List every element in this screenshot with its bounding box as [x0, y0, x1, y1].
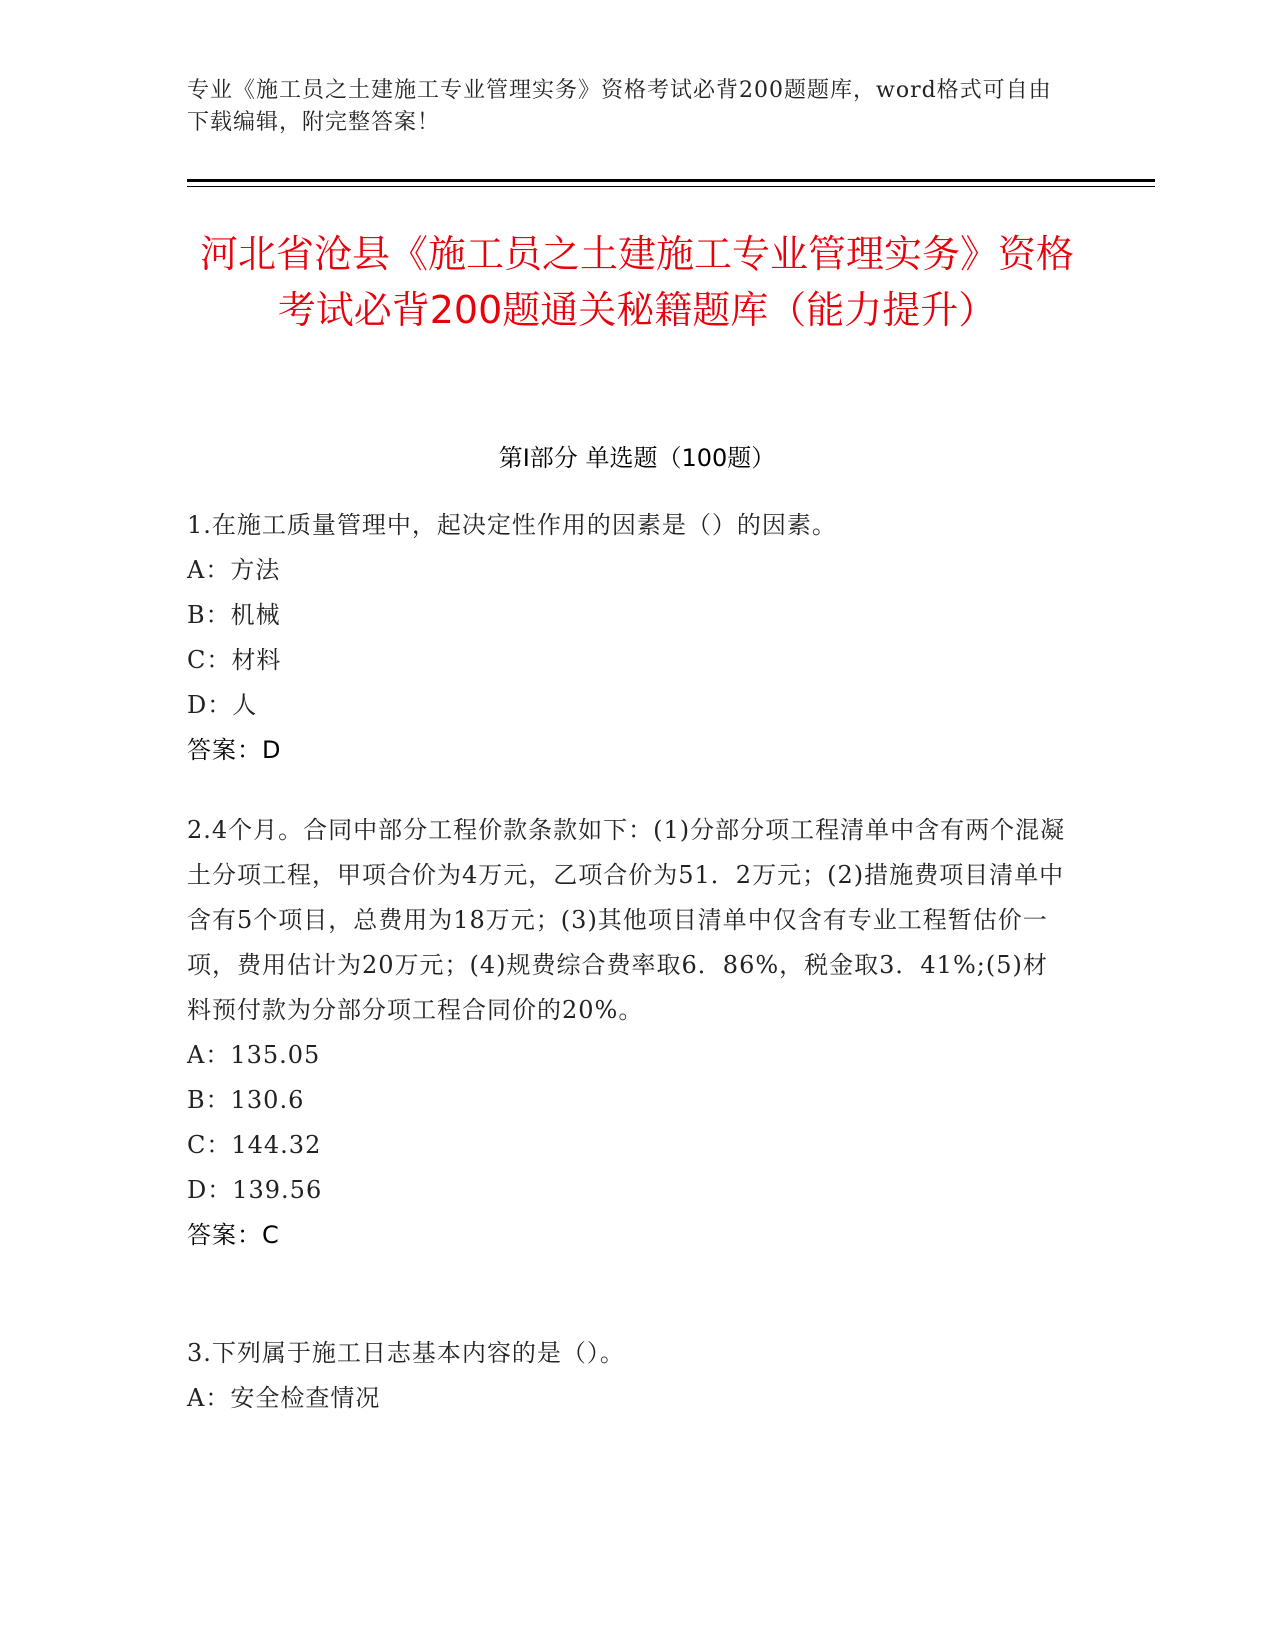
- option-d: D：139.56: [187, 1176, 323, 1204]
- option-a: A：安全检查情况: [187, 1384, 381, 1412]
- question-stem: 2.4个月。合同中部分工程价款条款如下：(1)分部分项工程清单中含有两个混凝土分项工程，甲项合价为4万元，乙项合价为51．2万元；(2)措施费项目清单中含有5个项目，总费用为18万元；(3)其他项目清单中仅含有专业工程暂估价一项，费用估计为20万元；(4)规费综合费率取6．86%，税金取3．41%;(5)材料预付款为分部分项工程合同价的20%。: [187, 816, 1066, 1024]
- question-2: [187, 808, 1067, 1258]
- option-b: B：130.6: [187, 1086, 305, 1114]
- header-note: 专业《施工员之土建施工专业管理实务》资格考试必背200题题库，word格式可自由下载编辑，附完整答案！: [187, 78, 1052, 135]
- option-c: C：材料: [187, 646, 282, 674]
- question-stem: 1.在施工质量管理中，起决定性作用的因素是（）的因素。: [187, 511, 837, 539]
- option-a: A：135.05: [187, 1041, 321, 1069]
- header-rule-thin: [187, 186, 1155, 187]
- header-rule-thick: [187, 179, 1155, 182]
- answer: 答案：D: [187, 736, 282, 764]
- option-a: A：方法: [187, 556, 281, 584]
- option-c: C：144.32: [187, 1131, 322, 1159]
- document-title: 河北省沧县《施工员之土建施工专业管理实务》资格考试必背200题通关秘籍题库（能力提升）: [199, 232, 1074, 332]
- option-b: B：机械: [187, 601, 281, 629]
- section-heading: 第Ⅰ部分 单选题（100题）: [498, 444, 776, 472]
- option-d: D：人: [187, 691, 258, 719]
- question-stem: 3.下列属于施工日志基本内容的是（）。: [187, 1339, 625, 1367]
- answer: 答案：C: [187, 1221, 280, 1249]
- question-1: [187, 503, 1067, 773]
- question-3: [187, 1331, 1067, 1421]
